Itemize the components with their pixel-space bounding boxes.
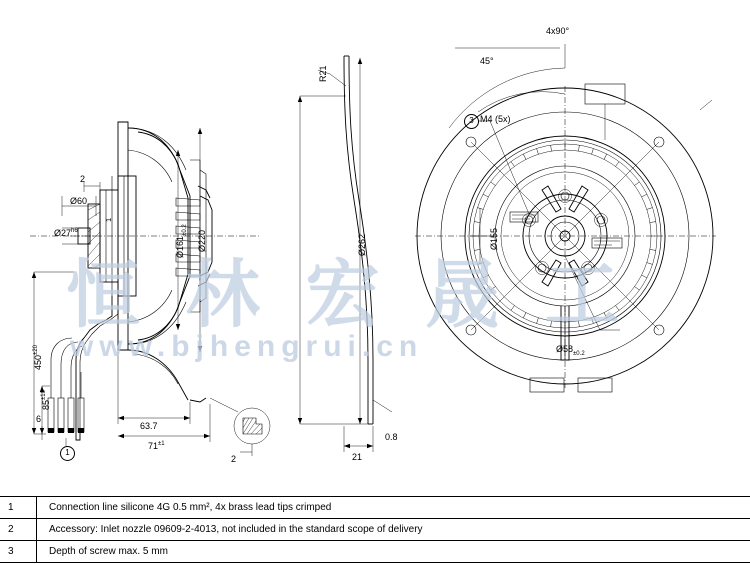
dim-21: 21 — [352, 452, 363, 462]
dim-85: $85^{\pm 10}$ — [41, 390, 51, 410]
dim-4x90: 4x90° — [546, 26, 570, 36]
right-front-view — [415, 44, 716, 392]
table-row — [0, 541, 750, 563]
note-number: 3 — [8, 546, 14, 557]
dim-2-top: 2 — [80, 174, 86, 184]
notes-table — [0, 496, 750, 563]
dim-d58: $Ø58_{\pm 0.2}$ — [556, 344, 585, 357]
dim-63-7: 63.7 — [140, 421, 158, 431]
note-number: 2 — [8, 524, 14, 535]
dim-detail-2: 2 — [231, 454, 237, 464]
balloon-1: 1 — [60, 446, 75, 461]
dim-71: $71^{\pm 1}$ — [148, 441, 165, 451]
dim-r21: R21 — [318, 65, 328, 82]
table-row — [0, 519, 750, 541]
table-row — [0, 497, 750, 519]
note-text: Depth of screw max. 5 mm — [49, 546, 168, 557]
dim-d155: Ø155 — [489, 227, 499, 250]
dim-m4-5x: M4 (5x) — [480, 114, 511, 124]
dim-6: 6 — [36, 414, 42, 424]
dim-0-8: 0.8 — [385, 432, 398, 442]
dim-d262: Ø262 — [357, 233, 367, 256]
balloon-3: 3 — [464, 114, 479, 129]
note-text: Accessory: Inlet nozzle 09609-2-4013, not included in the standard scope of delivery — [49, 524, 423, 535]
dim-d161: $Ø161_{\pm 0.2}$ — [175, 224, 188, 258]
dim-450: $450^{\pm 20}$ — [33, 345, 43, 370]
dim-d220: Ø220 — [197, 229, 207, 252]
dim-d27: $Ø27^{h6}$ — [54, 228, 78, 238]
watermark-english: www.bjhengrui.cn — [70, 330, 424, 363]
left-side-section-view — [30, 122, 270, 456]
watermark-chinese: 恒 林 宏 晟 工 — [66, 252, 630, 338]
note-text: Connection line silicone 4G 0.5 mm², 4x brass lead tips crimped — [49, 502, 332, 513]
middle-inlet-nozzle-view — [298, 56, 392, 452]
note-number: 1 — [8, 502, 14, 513]
dim-45: 45° — [480, 56, 494, 66]
dim-d60: Ø60 — [70, 196, 88, 206]
dim-1: 1 — [104, 217, 113, 222]
